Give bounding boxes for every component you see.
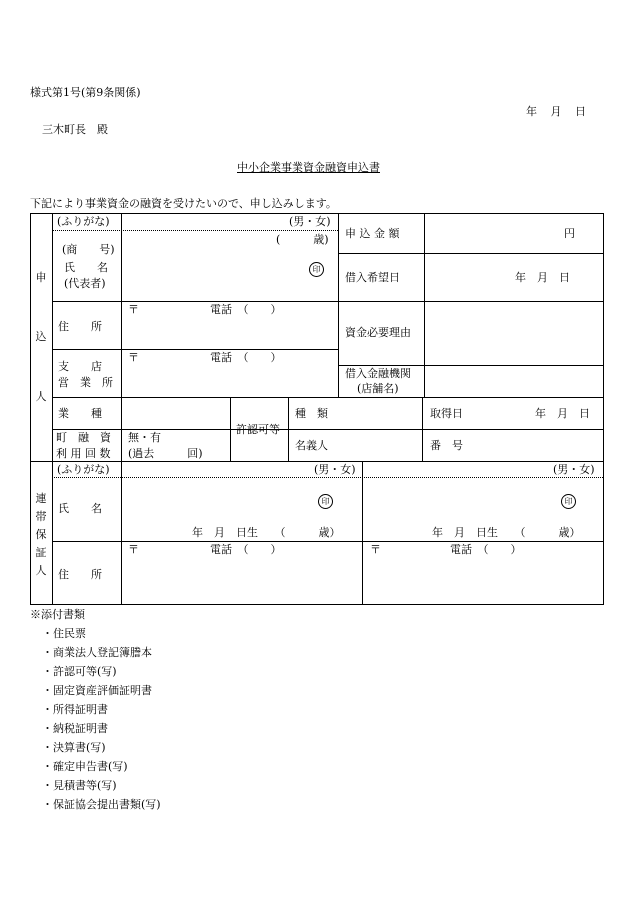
- guarantor-1-postal-mark: 〒: [128, 543, 139, 556]
- guarantor-2-postal-mark: 〒: [370, 543, 381, 556]
- loan-amount-unit: 円: [564, 227, 575, 240]
- intro-text: 下記により事業資金の融資を受けたいので、申し込みします。: [30, 197, 337, 210]
- applicant-name-label: 氏 名: [64, 261, 108, 274]
- applicant-sex: (男・女): [289, 215, 331, 228]
- list-item: ・納税証明書: [42, 722, 108, 735]
- branch-label-1: 支 店: [58, 360, 102, 373]
- applicant-postal-mark: 〒: [128, 303, 139, 316]
- list-item: ・住民票: [42, 627, 86, 640]
- industry-label: 業 種: [58, 407, 102, 420]
- list-item: ・決算書(写): [42, 741, 106, 754]
- guarantor-2-birth: 年 月 日生 （ 歳）: [432, 526, 581, 539]
- number-label: 番 号: [430, 439, 463, 452]
- applicant-furigana-label: (ふりがな): [57, 215, 110, 228]
- list-item: ・見積書等(写): [42, 779, 117, 792]
- list-item: ・商業法人登記簿謄本: [42, 646, 152, 659]
- list-item: ・確定申告書(写): [42, 760, 128, 773]
- attachments-heading: ※添付書類: [30, 608, 85, 621]
- guarantor-name-label: 氏 名: [58, 502, 102, 515]
- loan-date-label: 借入希望日: [345, 271, 400, 284]
- list-item: ・保証協会提出書類(写): [42, 798, 161, 811]
- addressee: 三木町長 殿: [42, 123, 108, 136]
- applicant-address-label: 住 所: [58, 320, 102, 333]
- branch-postal-mark: 〒: [128, 351, 139, 364]
- holder-label: 名義人: [295, 439, 328, 452]
- guarantor-2-seal-icon: 印: [561, 494, 576, 509]
- date-line: 年 月 日: [526, 105, 586, 118]
- guarantor-address-label: 住 所: [58, 568, 102, 581]
- guarantor-2-sex: (男・女): [553, 463, 595, 476]
- guarantor-2-phone: 電話 （ ）: [450, 543, 522, 556]
- list-item: ・固定資産評価証明書: [42, 684, 152, 697]
- applicant-phone: 電話 （ ）: [210, 303, 282, 316]
- loan-date-value: 年 月 日: [515, 271, 570, 284]
- list-item: ・所得証明書: [42, 703, 108, 716]
- permit-label: 許認可等: [236, 423, 280, 436]
- guarantor-furigana-label: (ふりがな): [57, 463, 110, 476]
- acquired-label: 取得日: [430, 407, 463, 420]
- loan-bank-label-2: (店舗名): [357, 382, 399, 395]
- form-title: 中小企業事業資金融資申込書: [237, 161, 380, 174]
- kind-label: 種 類: [295, 407, 328, 420]
- guarantor-1-sex: (男・女): [314, 463, 356, 476]
- applicant-shop-label: (商 号): [62, 243, 115, 256]
- loan-amount-label: 申 込 金 額: [345, 227, 400, 240]
- loan-reason-label: 資金必要理由: [345, 326, 411, 339]
- guarantor-1-phone: 電話 （ ）: [210, 543, 282, 556]
- loan-use-label-1: 町 融 資: [56, 431, 111, 444]
- branch-phone: 電話 （ ）: [210, 351, 282, 364]
- applicant-seal-icon: 印: [309, 262, 324, 277]
- loan-use-value-2: (過去 回): [128, 447, 203, 460]
- list-item: ・許認可等(写): [42, 665, 117, 678]
- loan-bank-label-1: 借入金融機関: [345, 367, 411, 380]
- applicant-rep-label: (代表者): [64, 277, 106, 290]
- guarantor-1-seal-icon: 印: [318, 494, 333, 509]
- guarantor-1-birth: 年 月 日生 （ 歳）: [192, 526, 341, 539]
- loan-use-value-1: 無・有: [128, 431, 161, 444]
- loan-use-label-2: 利 用 回 数: [56, 447, 111, 460]
- acquired-date: 年 月 日: [535, 407, 590, 420]
- applicant-age: ( 歳): [276, 233, 329, 246]
- branch-label-2: 営 業 所: [58, 376, 113, 389]
- form-number: 様式第1号(第9条関係): [30, 86, 141, 99]
